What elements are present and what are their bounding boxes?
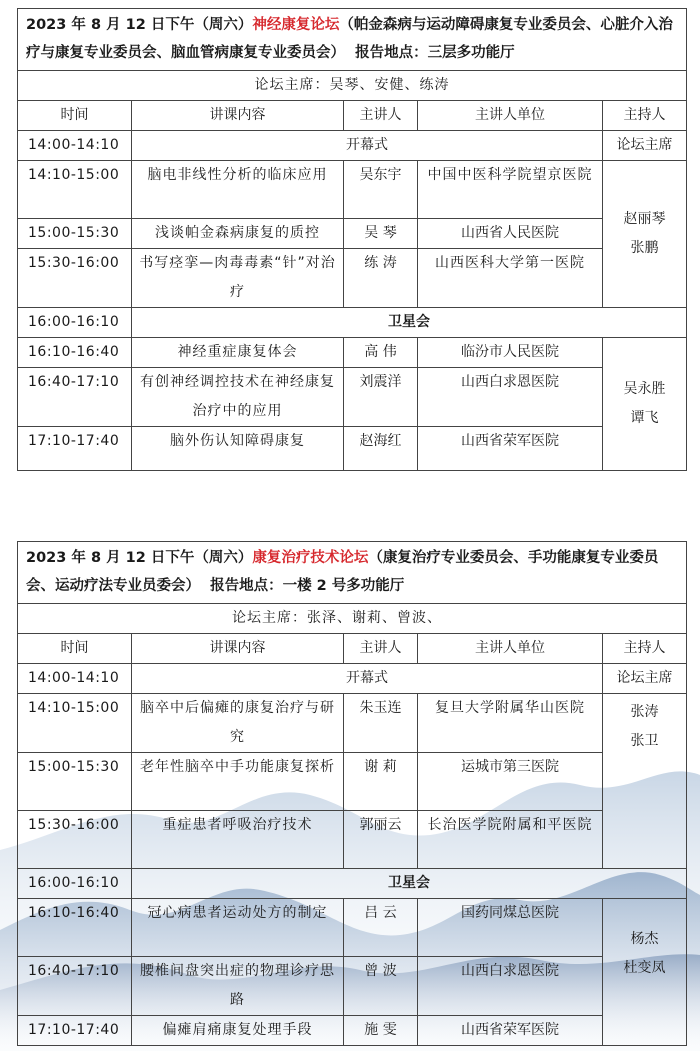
table-row <box>18 427 687 471</box>
satellite-label: 卫星会 <box>132 308 687 338</box>
col-header-content: 讲课内容 <box>132 634 344 664</box>
forum-2-date: 2023 年 8 月 12 日下午（周六） <box>26 550 253 566</box>
row-time: 16:10-16:40 <box>18 899 132 957</box>
row-speaker: 高 伟 <box>344 338 418 368</box>
table-row <box>18 694 687 753</box>
opening-label: 开幕式 <box>132 664 603 694</box>
row-time: 16:10-16:40 <box>18 338 132 368</box>
opening-host: 论坛主席 <box>603 131 687 161</box>
row-topic: 冠心病患者运动处方的制定 <box>132 899 344 957</box>
row-unit: 山西白求恩医院 <box>418 957 603 1016</box>
satellite-label: 卫星会 <box>132 869 687 899</box>
col-header-time: 时间 <box>18 634 132 664</box>
col-header-content: 讲课内容 <box>132 101 344 131</box>
host-name: 张涛 <box>630 704 659 720</box>
forum-2-committees: （康复治疗专业委员会、手功能康复专业委员会、运动疗法专业员委会） <box>26 550 659 594</box>
row-topic: 神经重症康复体会 <box>132 338 344 368</box>
table-row <box>18 1016 687 1046</box>
row-time: 15:00-15:30 <box>18 219 132 249</box>
table-row <box>18 249 687 308</box>
row-unit: 山西白求恩医院 <box>418 368 603 427</box>
row-unit: 山西省荣军医院 <box>418 427 603 471</box>
table-row <box>18 308 687 338</box>
forum-1-chairs: 论坛主席：吴琴、安健、练涛 <box>18 71 687 101</box>
forum-1-location: 报告地点：三层多功能厅 <box>355 45 515 61</box>
col-header-unit: 主讲人单位 <box>418 101 603 131</box>
row-speaker: 谢 莉 <box>344 753 418 811</box>
table-row <box>18 811 687 869</box>
row-speaker: 郭丽云 <box>344 811 418 869</box>
forum-2-header <box>18 542 687 604</box>
row-time: 15:30-16:00 <box>18 249 132 308</box>
row-speaker: 朱玉连 <box>344 694 418 753</box>
row-time: 14:00-14:10 <box>18 664 132 694</box>
row-unit: 山西省人民医院 <box>418 219 603 249</box>
row-topic: 偏瘫肩痛康复处理手段 <box>132 1016 344 1046</box>
col-header-speaker: 主讲人 <box>344 101 418 131</box>
table-row <box>18 368 687 427</box>
row-unit: 运城市第三医院 <box>418 753 603 811</box>
host-name: 赵丽琴 <box>623 211 666 227</box>
row-unit: 临汾市人民医院 <box>418 338 603 368</box>
row-unit: 山西省荣军医院 <box>418 1016 603 1046</box>
host-cell <box>603 338 687 471</box>
row-topic: 老年性脑卒中手功能康复探析 <box>132 753 344 811</box>
host-name: 张卫 <box>630 733 659 749</box>
forum-2-location: 报告地点：一楼 2 号多功能厅 <box>210 578 405 594</box>
host-cell <box>603 161 687 308</box>
col-header-host: 主持人 <box>603 634 687 664</box>
col-header-host: 主持人 <box>603 101 687 131</box>
row-topic: 腰椎间盘突出症的物理诊疗思路 <box>132 957 344 1016</box>
forum-1-date: 2023 年 8 月 12 日下午（周六） <box>26 17 253 33</box>
row-unit: 中国中医科学院望京医院 <box>418 161 603 219</box>
forum-1-name: 神经康复论坛 <box>252 17 340 33</box>
row-time: 17:10-17:40 <box>18 1016 132 1046</box>
row-unit: 复旦大学附属华山医院 <box>418 694 603 753</box>
forum-1-header <box>18 9 687 71</box>
host-name: 杨杰 <box>630 931 659 947</box>
forum-1-table <box>17 8 687 471</box>
row-unit: 国药同煤总医院 <box>418 899 603 957</box>
table-row <box>18 338 687 368</box>
row-time: 16:00-16:10 <box>18 308 132 338</box>
row-time: 15:30-16:00 <box>18 811 132 869</box>
forum-1-committees: （帕金森病与运动障碍康复专业委员会、心脏介入治疗与康复专业委员会、脑血管病康复专业委员会） <box>26 17 673 61</box>
table-row <box>18 753 687 811</box>
row-speaker: 吕 云 <box>344 899 418 957</box>
row-speaker: 施 雯 <box>344 1016 418 1046</box>
forum-2-table <box>17 541 687 1046</box>
host-cell <box>603 899 687 1046</box>
host-name: 吴永胜 <box>623 381 666 397</box>
row-time: 14:10-15:00 <box>18 161 132 219</box>
host-name: 张鹏 <box>630 240 659 256</box>
table-row <box>18 161 687 219</box>
row-time: 17:10-17:40 <box>18 427 132 471</box>
host-name: 杜变凤 <box>623 960 666 976</box>
forum-2-chairs: 论坛主席：张泽、谢莉、曾波、 <box>18 604 687 634</box>
row-topic: 书写痉挛—肉毒毒素“针”对治疗 <box>132 249 344 308</box>
host-name: 谭飞 <box>630 410 659 426</box>
row-speaker: 曾 波 <box>344 957 418 1016</box>
row-speaker: 刘震洋 <box>344 368 418 427</box>
row-unit: 长治医学院附属和平医院 <box>418 811 603 869</box>
opening-label: 开幕式 <box>132 131 603 161</box>
row-time: 14:10-15:00 <box>18 694 132 753</box>
table-row <box>18 664 687 694</box>
row-topic: 脑外伤认知障碍康复 <box>132 427 344 471</box>
table-row <box>18 899 687 957</box>
row-speaker: 赵海红 <box>344 427 418 471</box>
row-topic: 脑电非线性分析的临床应用 <box>132 161 344 219</box>
row-topic: 浅谈帕金森病康复的质控 <box>132 219 344 249</box>
col-header-unit: 主讲人单位 <box>418 634 603 664</box>
forum-2-name: 康复治疗技术论坛 <box>252 550 369 566</box>
row-speaker: 吴 琴 <box>344 219 418 249</box>
table-row <box>18 869 687 899</box>
row-topic: 有创神经调控技术在神经康复治疗中的应用 <box>132 368 344 427</box>
col-header-speaker: 主讲人 <box>344 634 418 664</box>
row-topic: 脑卒中后偏瘫的康复治疗与研究 <box>132 694 344 753</box>
row-time: 15:00-15:30 <box>18 753 132 811</box>
row-time: 14:00-14:10 <box>18 131 132 161</box>
table-row <box>18 131 687 161</box>
row-topic: 重症患者呼吸治疗技术 <box>132 811 344 869</box>
row-speaker: 吴东宇 <box>344 161 418 219</box>
col-header-time: 时间 <box>18 101 132 131</box>
table-row <box>18 219 687 249</box>
row-time: 16:40-17:10 <box>18 957 132 1016</box>
row-time: 16:00-16:10 <box>18 869 132 899</box>
row-time: 16:40-17:10 <box>18 368 132 427</box>
host-cell <box>603 694 687 869</box>
forum-2-schedule <box>17 541 686 1046</box>
forum-1-schedule <box>17 8 686 471</box>
table-row <box>18 957 687 1016</box>
row-unit: 山西医科大学第一医院 <box>418 249 603 308</box>
opening-host: 论坛主席 <box>603 664 687 694</box>
row-speaker: 练 涛 <box>344 249 418 308</box>
